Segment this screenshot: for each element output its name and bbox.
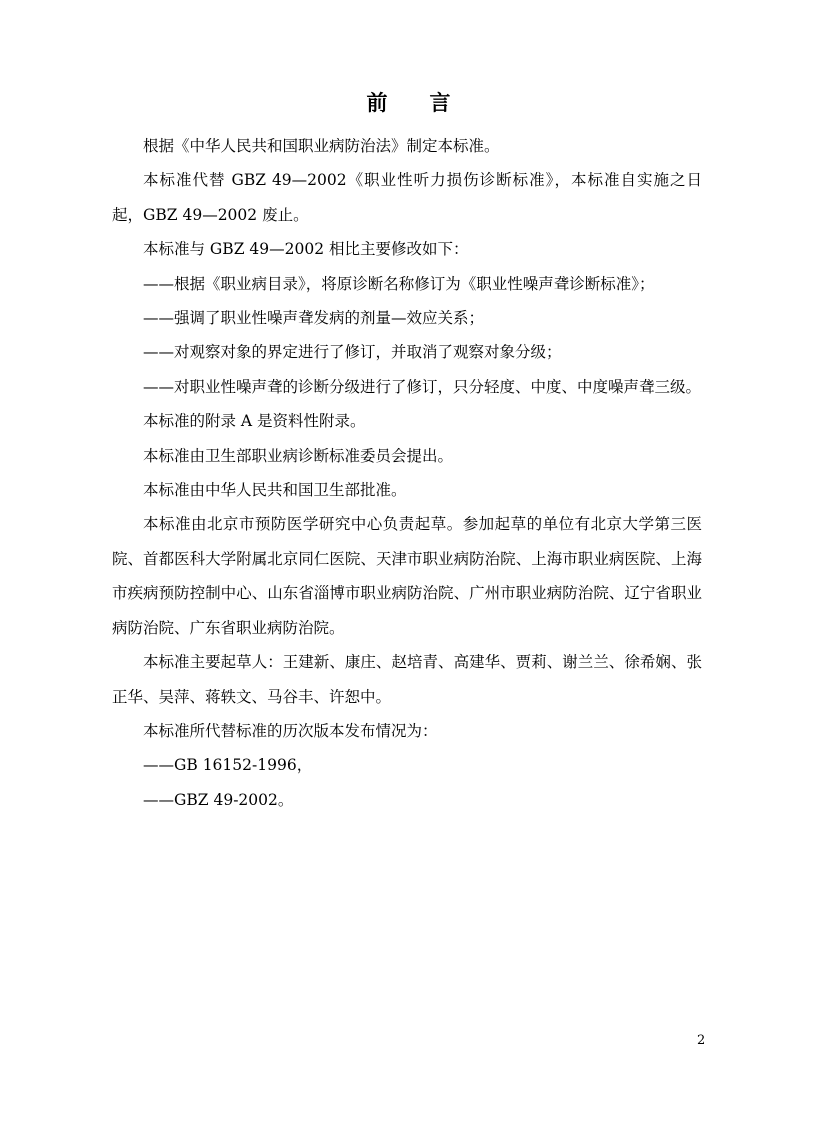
paragraph-history-item: ——GB 16152-1996， [143,756,313,775]
paragraph-basis: 根据《中华人民共和国职业病防治法》制定本标准。 [143,137,500,155]
paragraph-replacement: 本标准代替 GBZ 49—2002《职业性听力损伤诊断标准》，本标准自实施之日起，GBZ 49—2002 废止。 [112,171,702,224]
page-number: 2 [697,1033,706,1048]
document-body [112,129,702,817]
paragraph-appendix: 本标准的附录 A 是资料性附录。 [143,412,366,431]
paragraph-proposer: 本标准由卫生部职业病诊断标准委员会提出。 [143,446,454,465]
paragraph-drafters: 本标准主要起草人：王建新、康庄、赵培青、高建华、贾莉、谢兰兰、徐希娴、张正华、吴萍、蒋轶文、马谷丰、许恕中。 [112,653,702,706]
paragraph-history-intro: 本标准所代替标准的历次版本发布情况为： [143,721,438,740]
paragraph-approver: 本标准由中华人民共和国卫生部批准。 [143,481,407,500]
page-title [0,88,817,118]
paragraph-changes-intro: 本标准与 GBZ 49—2002 相比主要修改如下： [143,240,469,259]
paragraph-change-item: ——强调了职业性噪声聋发病的剂量—效应关系； [143,309,485,328]
paragraph-change-item: ——根据《职业病目录》，将原诊断名称修订为《职业性噪声聋诊断标准》； [143,274,655,293]
title-part-1: 前 [366,91,388,115]
title-part-2: 言 [429,91,451,115]
paragraph-history-item: ——GBZ 49-2002。 [143,790,294,809]
paragraph-change-item: ——对职业性噪声聋的诊断分级进行了修订，只分轻度、中度、中度噪声聋三级。 [143,377,702,396]
paragraph-drafting-units: 本标准由北京市预防医学研究中心负责起草。参加起草的单位有北京大学第三医院、首都医科大学附属北京同仁医院、天津市职业病防治院、上海市职业病医院、上海市疾病预防控制中心、山东省淄博市职业病防治院、广州市职业病防治院、辽宁省职业病防治院、广东省职业病防治院。 [112,515,702,637]
paragraph-change-item: ——对观察对象的界定进行了修订，并取消了观察对象分级； [143,343,562,362]
